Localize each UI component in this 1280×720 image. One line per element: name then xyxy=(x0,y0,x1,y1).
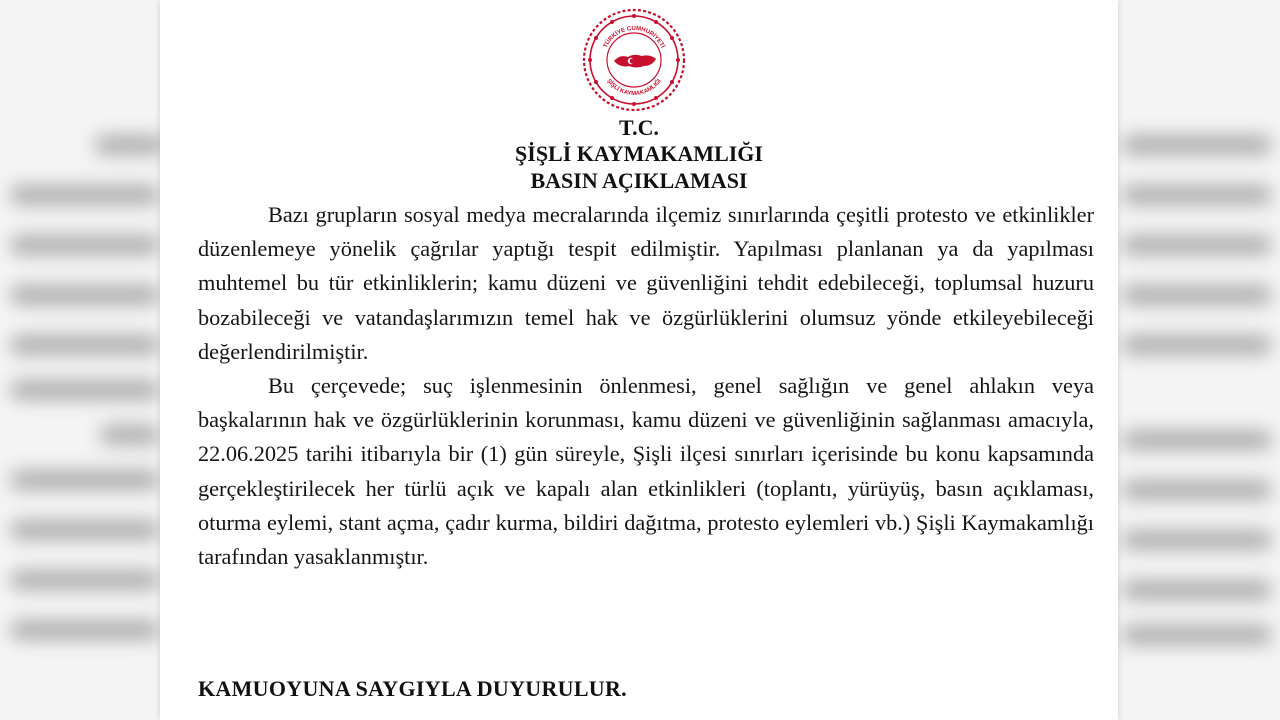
body-paragraph-2: Bu çerçevede; suç işlenmesinin önlenmesi, genel sağlığın ve genel ahlakın veya başkalarının hak ve özgürlüklerinin korunması, kamu düzeni ve güvenliğinin sağlanması amacıyla, 22.06.2025 tarihi itibarıyla bir (1) gün süreyle, Şişli ilçesi sınırları içerisinde bu konu kapsamında gerçekleştirilecek her türlü açık ve kapalı alan etkinlikleri (toplantı, yürüyüş, basın açıklaması, oturma eylemi, stant açma, çadır kurma, bildiri dağıtma, protesto eylemleri vb.) Şişli Kaymakamlığı tarafından yasaklanmıştır. xyxy=(198,373,1094,570)
body-paragraph-1: Bazı grupların sosyal medya mecralarında ilçemiz sınırlarında çeşitli protesto ve etkinlikler düzenlemeye yönelik çağrılar yaptığı tespit edilmiştir. Yapılması planlanan ya da yapılması muhtemel bu tür etkinliklerin; kamu düzeni ve güvenliğini tehdit edebileceği, toplumsal huzuru bozabileceği ve vatandaşlarımızın temel hak ve özgürlüklerini olumsuz yönde etkileyebileceği değerlendirilmiştir. xyxy=(198,202,1094,364)
kaymakamlik-seal-icon xyxy=(574,6,694,114)
header-document-type: BASIN AÇIKLAMASI xyxy=(530,168,748,193)
header-institution: ŞİŞLİ KAYMAKAMLIĞI xyxy=(515,141,763,166)
press-release-body xyxy=(198,198,1094,574)
seal-bottom-text: ŞİŞLİ KAYMAKAMLIĞI xyxy=(605,78,663,98)
press-release-page xyxy=(160,0,1118,720)
header-tc: T.C. xyxy=(619,115,659,140)
closing-statement: KAMUOYUNA SAYGIYLA DUYURULUR. xyxy=(198,676,627,701)
seal-top-text: TÜRKİYE CUMHURİYETİ xyxy=(602,25,666,50)
